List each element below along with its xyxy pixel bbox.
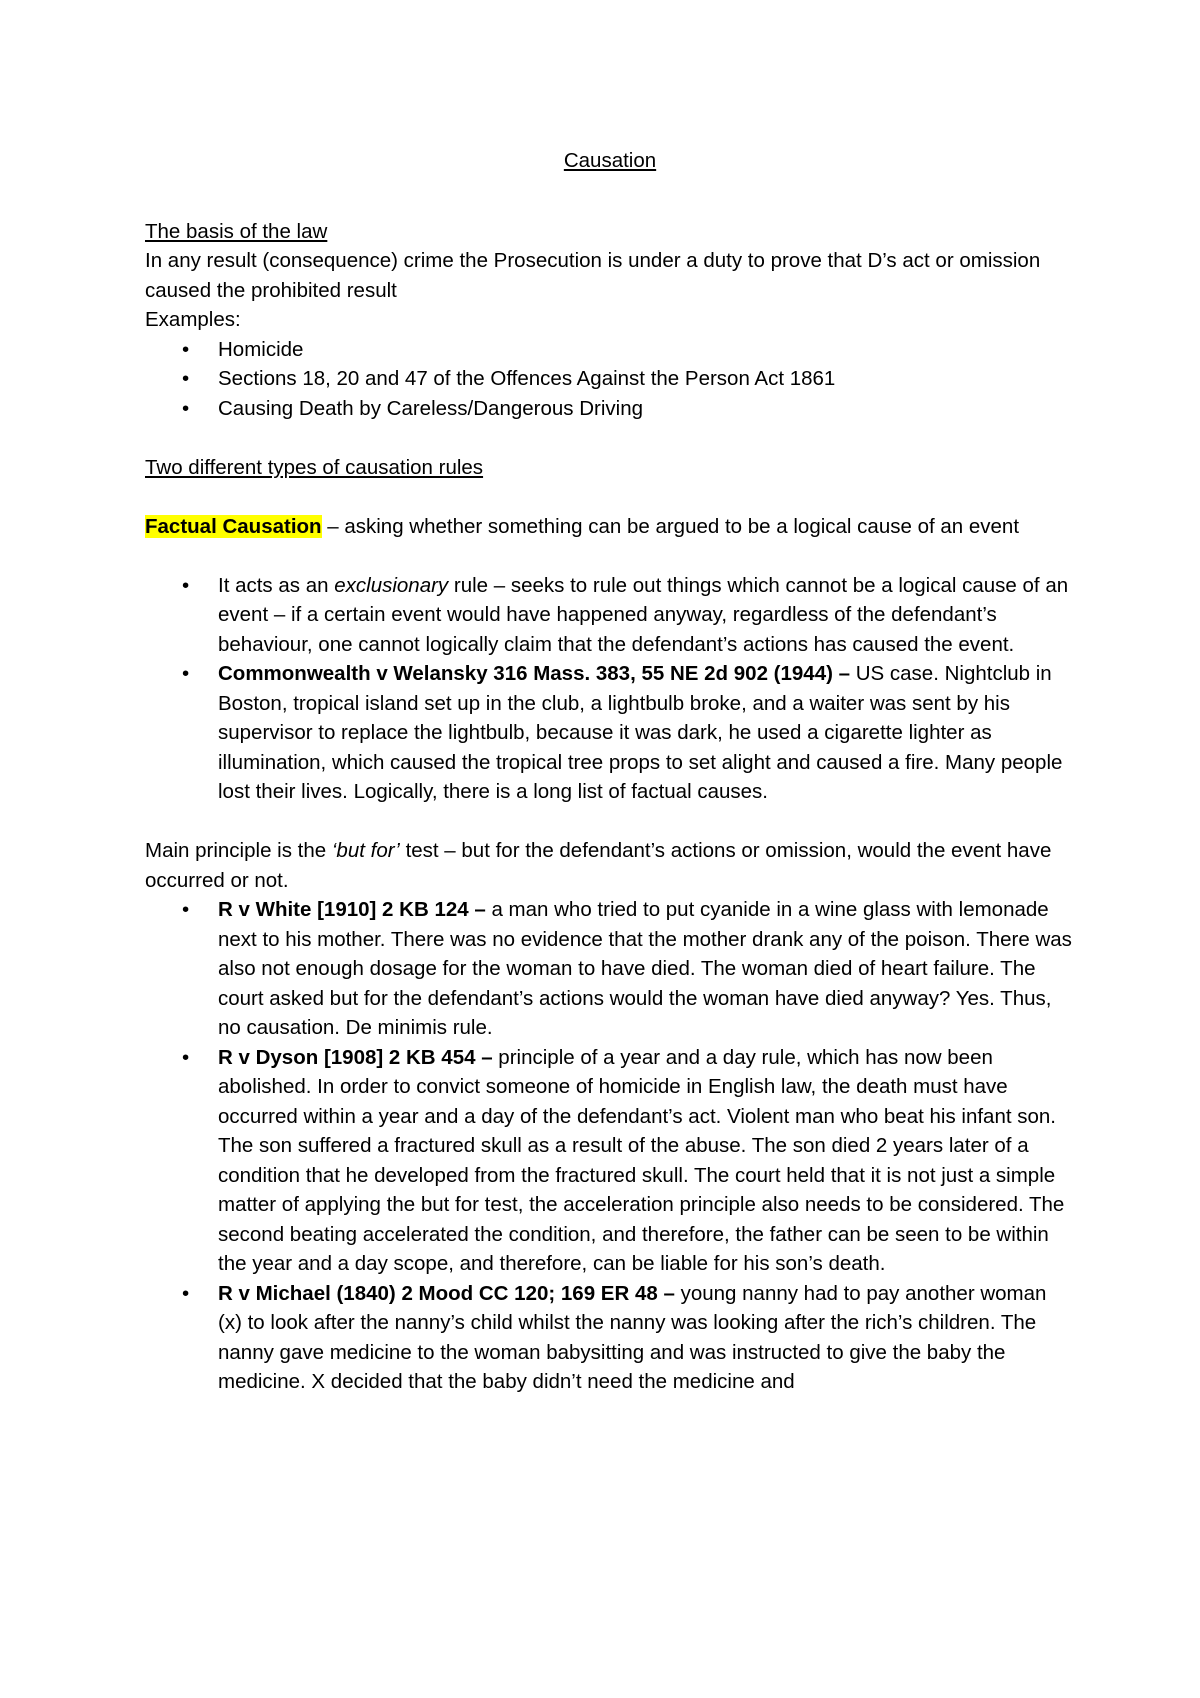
- list-item: • Sections 18, 20 and 47 of the Offences Against the Person Act 1861: [145, 364, 1075, 394]
- factual-causation-definition: – asking whether something can be argued to be a logical cause of an event: [321, 514, 1020, 538]
- case-citation: Commonwealth v Welansky 316 Mass. 383, 55 NE 2d 902 (1944) –: [218, 662, 851, 685]
- spacer: [145, 541, 1075, 571]
- spacer: [145, 423, 1075, 453]
- factual-points-list: [145, 571, 1075, 807]
- list-item: [145, 895, 1075, 1043]
- text-run: It acts as an: [218, 573, 335, 597]
- list-item: [145, 659, 1075, 807]
- document-body: [145, 146, 1075, 1397]
- but-for-paragraph: [145, 836, 1075, 895]
- examples-label: Examples:: [145, 308, 241, 331]
- text-run: a man who tried to put cyanide in a wine glass with lemonade next to his mother. There was no evidence that the mother drank any of the poison. There was also not enough dosage for the woman to have died. The woman died of heart failure. The court asked but for the defendant’s actions would the woman have died anyway? Yes. Thus, no causation. De minimis rule.: [218, 898, 1072, 1039]
- page-title: Causation: [563, 149, 657, 172]
- section-heading-types: Two different types of causation rules: [145, 455, 484, 479]
- cases-list: [145, 895, 1075, 1397]
- text-run: Main principle is the: [145, 839, 332, 862]
- case-citation: R v Michael (1840) 2 Mood CC 120; 169 ER 48 –: [218, 1281, 675, 1305]
- list-item: [145, 571, 1075, 660]
- list-item: • Causing Death by Careless/Dangerous Driving: [145, 394, 1075, 424]
- emphasis-text: exclusionary: [334, 573, 449, 597]
- highlighted-term: Factual Causation: [145, 514, 322, 538]
- list-item: • Homicide: [145, 335, 1075, 365]
- emphasis-text: ‘but for’: [331, 839, 400, 862]
- basis-paragraph: In any result (consequence) crime the Prosecution is under a duty to prove that D’s act or omission caused the prohibited result: [145, 249, 1041, 302]
- case-citation: R v White [1910] 2 KB 124 –: [218, 898, 486, 921]
- list-item: [145, 1279, 1075, 1397]
- spacer: [145, 807, 1075, 837]
- spacer: [145, 482, 1075, 512]
- text-run: US case. Nightclub in Boston, tropical island set up in the club, a lightbulb broke, and a waiter was sent by his supervisor to replace the lightbulb, because it was dark, he used a cigarette lighter as illumination, which caused the tropical tree props to set alight and caused a fire. Many people lost their lives. Logically, there is a long list of factual causes.: [218, 662, 1063, 803]
- text-run: test – but for the defendant’s actions or omission, would the event have occurred or not.: [145, 839, 1052, 892]
- text-run: principle of a year and a day rule, which has now been abolished. In order to convict someone of homicide in English law, the death must have occurred within a year and a day of the defendant’s act. Violent man who beat his infant son. The son suffered a fractured skull as a result of the abuse. The son died 2 years later of a condition that he developed from the fractured skull. The court held that it is not just a simple matter of applying the but for test, the acceleration principle also needs to be considered. The second beating accelerated the condition, and therefore, the father can be seen to be within the year and a day scope, and therefore, can be liable for his son’s death.: [218, 1045, 1065, 1275]
- list-item: [145, 1043, 1075, 1279]
- factual-causation-paragraph: [145, 512, 1075, 542]
- text-run: rule – seeks to rule out things which cannot be a logical cause of an event – if a certain event would have happened anyway, regardless of the defendant’s behaviour, one cannot logically claim that the defendant’s actions has caused the event.: [218, 573, 1069, 656]
- section-heading-basis: The basis of the law: [145, 219, 328, 243]
- case-citation: R v Dyson [1908] 2 KB 454 –: [218, 1045, 493, 1069]
- text-run: young nanny had to pay another woman (x) to look after the nanny’s child whilst the nanny was looking after the rich’s children. The nanny gave medicine to the woman babysitting and was instructed to give the baby the medicine. X decided that the baby didn’t need the medicine and: [218, 1281, 1047, 1393]
- examples-list: [145, 335, 1075, 424]
